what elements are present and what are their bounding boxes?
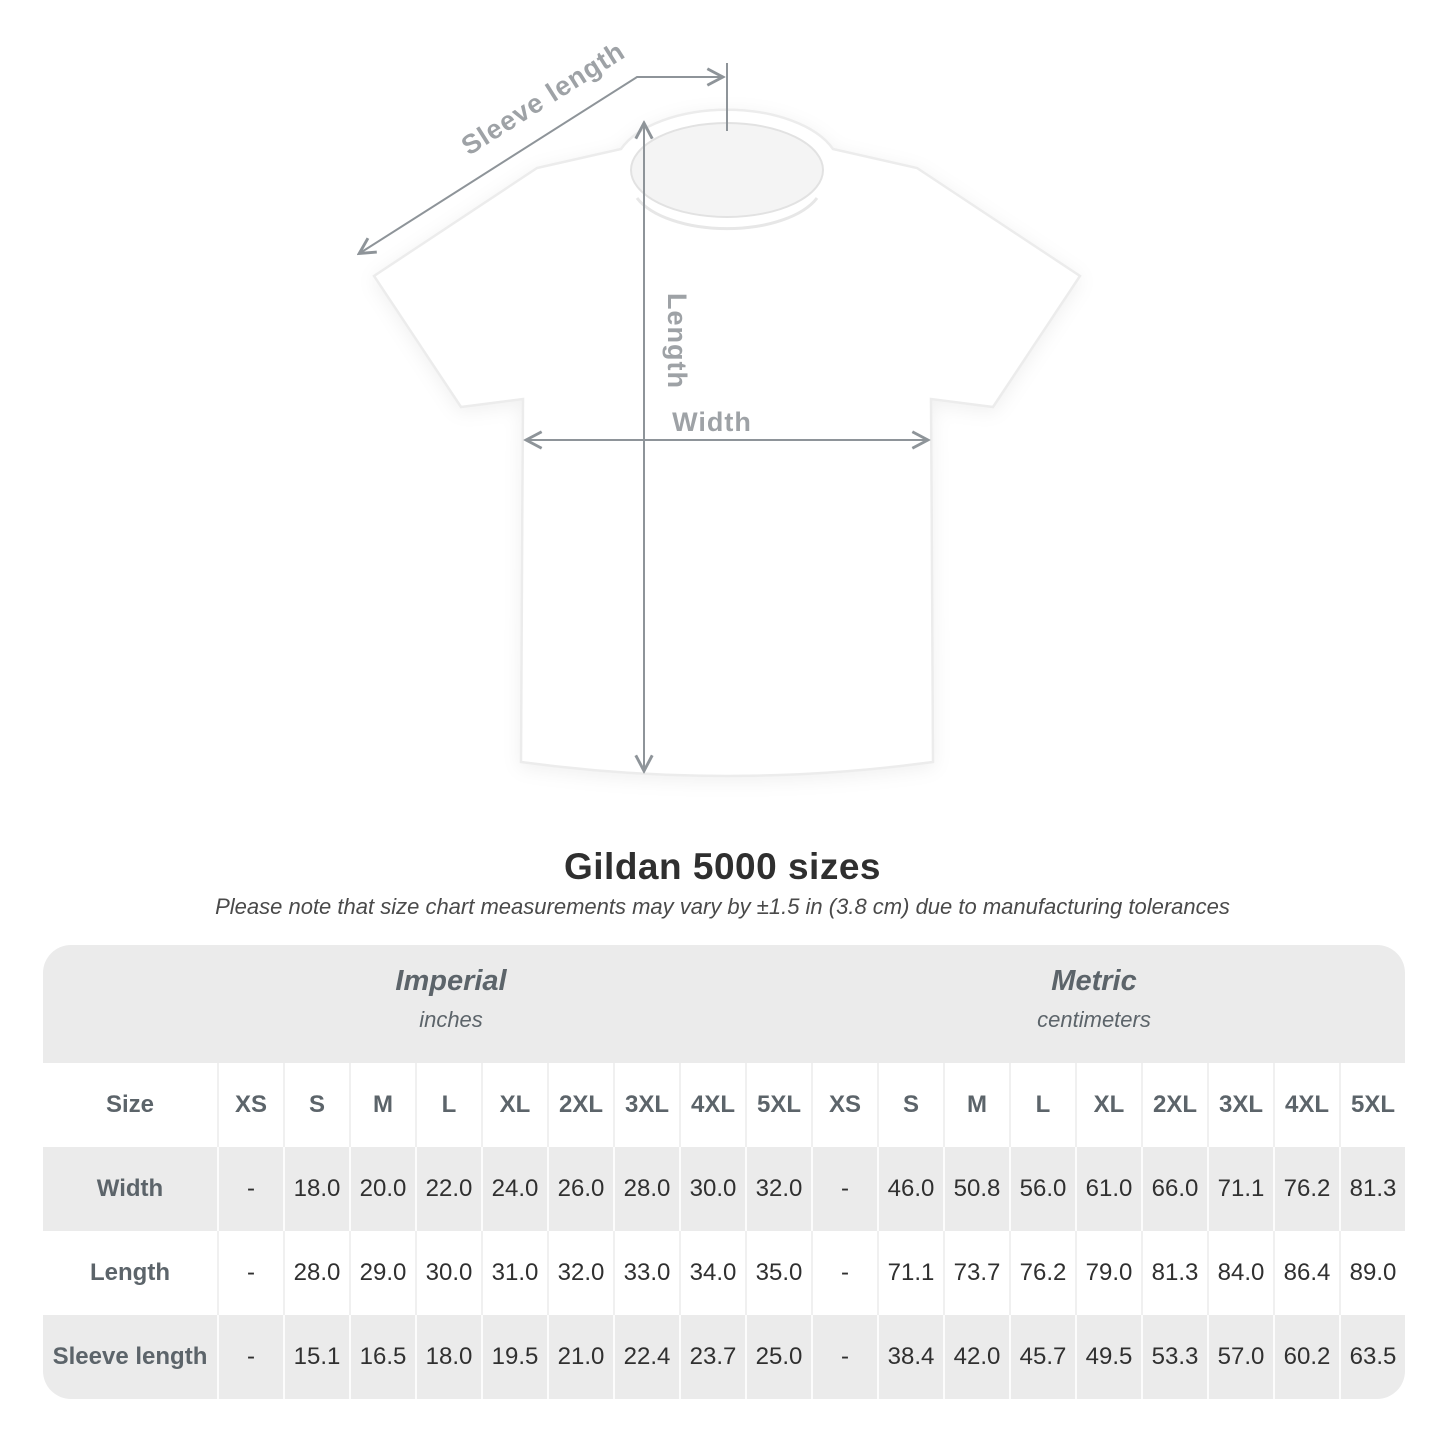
size-header-metric-4xl: 4XL [1273,1063,1339,1147]
size-header-imperial-5xl: 5XL [745,1063,811,1147]
tshirt-graphic [374,110,1080,776]
value-metric-s: 38.4 [877,1315,943,1399]
value-imperial-4xl: 30.0 [679,1147,745,1231]
value-imperial-s: 18.0 [283,1147,349,1231]
value-metric-4xl: 86.4 [1273,1231,1339,1315]
size-header-imperial-s: S [283,1063,349,1147]
value-metric-l: 76.2 [1009,1231,1075,1315]
value-imperial-4xl: 23.7 [679,1315,745,1399]
value-metric-l: 45.7 [1009,1315,1075,1399]
table-header-row [43,1063,1405,1147]
value-metric-2xl: 53.3 [1141,1315,1207,1399]
value-metric-s: 71.1 [877,1231,943,1315]
size-header-imperial-m: M [349,1063,415,1147]
value-imperial-xs: - [217,1315,283,1399]
value-metric-s: 46.0 [877,1147,943,1231]
value-metric-xl: 79.0 [1075,1231,1141,1315]
table-row-length [43,1231,1405,1315]
value-imperial-5xl: 35.0 [745,1231,811,1315]
size-header-metric-s: S [877,1063,943,1147]
value-imperial-m: 20.0 [349,1147,415,1231]
size-header-metric-3xl: 3XL [1207,1063,1273,1147]
imperial-group-header [395,965,506,1033]
value-metric-l: 56.0 [1009,1147,1075,1231]
value-imperial-l: 18.0 [415,1315,481,1399]
unit-band [43,945,1405,1063]
value-metric-3xl: 71.1 [1207,1147,1273,1231]
value-metric-xs: - [811,1147,877,1231]
value-metric-5xl: 81.3 [1339,1147,1405,1231]
value-imperial-4xl: 34.0 [679,1231,745,1315]
value-imperial-xs: - [217,1231,283,1315]
value-imperial-xl: 19.5 [481,1315,547,1399]
value-imperial-3xl: 28.0 [613,1147,679,1231]
value-metric-xl: 49.5 [1075,1315,1141,1399]
imperial-group-unit: inches [419,1007,483,1032]
value-metric-m: 73.7 [943,1231,1009,1315]
value-metric-m: 42.0 [943,1315,1009,1399]
value-metric-4xl: 76.2 [1273,1147,1339,1231]
value-imperial-3xl: 22.4 [613,1315,679,1399]
imperial-group-name: Imperial [395,965,507,997]
metric-group-name: Metric [1051,965,1137,997]
size-table [43,945,1405,1399]
value-metric-3xl: 84.0 [1207,1231,1273,1315]
size-header-imperial-2xl: 2XL [547,1063,613,1147]
size-header-metric-xl: XL [1075,1063,1141,1147]
table-row-width [43,1147,1405,1231]
value-imperial-2xl: 26.0 [547,1147,613,1231]
value-metric-xl: 61.0 [1075,1147,1141,1231]
value-metric-xs: - [811,1231,877,1315]
size-header-imperial-xl: XL [481,1063,547,1147]
value-imperial-3xl: 33.0 [613,1231,679,1315]
value-imperial-l: 22.0 [415,1147,481,1231]
value-metric-5xl: 89.0 [1339,1231,1405,1315]
size-column-header: Size [105,1091,155,1118]
value-imperial-2xl: 32.0 [547,1231,613,1315]
metric-group-header [1037,965,1151,1033]
value-imperial-xl: 24.0 [481,1147,547,1231]
value-imperial-2xl: 21.0 [547,1315,613,1399]
page-title: Gildan 5000 sizes [563,846,881,887]
size-header-imperial-l: L [415,1063,481,1147]
value-imperial-m: 16.5 [349,1315,415,1399]
value-metric-2xl: 81.3 [1141,1231,1207,1315]
size-header-imperial-3xl: 3XL [613,1063,679,1147]
value-imperial-s: 15.1 [283,1315,349,1399]
value-metric-2xl: 66.0 [1141,1147,1207,1231]
row-label: Length [90,1259,170,1286]
size-header-imperial-4xl: 4XL [679,1063,745,1147]
value-metric-3xl: 57.0 [1207,1315,1273,1399]
value-metric-5xl: 63.5 [1339,1315,1405,1399]
size-header-metric-2xl: 2XL [1141,1063,1207,1147]
sleeve-length-label: Sleeve length [456,35,631,162]
value-metric-4xl: 60.2 [1273,1315,1339,1399]
metric-group-unit: centimeters [1037,1007,1151,1032]
value-imperial-5xl: 25.0 [745,1315,811,1399]
value-imperial-l: 30.0 [415,1231,481,1315]
value-imperial-xl: 31.0 [481,1231,547,1315]
size-header-metric-xs: XS [811,1063,877,1147]
table-row-sleeve-length [43,1315,1405,1399]
size-header-metric-m: M [943,1063,1009,1147]
value-metric-m: 50.8 [943,1147,1009,1231]
length-label: Length [662,293,692,389]
width-label: Width [672,407,752,437]
value-imperial-m: 29.0 [349,1231,415,1315]
row-label: Width [96,1175,164,1202]
tolerance-note: Please note that size chart measurements may vary by ±1.5 in (3.8 cm) due to manufacturing tolerances [215,894,1230,919]
tshirt-collar [631,123,823,217]
size-header-metric-5xl: 5XL [1339,1063,1405,1147]
value-imperial-xs: - [217,1147,283,1231]
value-metric-xs: - [811,1315,877,1399]
row-label: Sleeve length [52,1343,208,1370]
value-imperial-5xl: 32.0 [745,1147,811,1231]
size-header-imperial-xs: XS [217,1063,283,1147]
value-imperial-s: 28.0 [283,1231,349,1315]
size-header-metric-l: L [1009,1063,1075,1147]
